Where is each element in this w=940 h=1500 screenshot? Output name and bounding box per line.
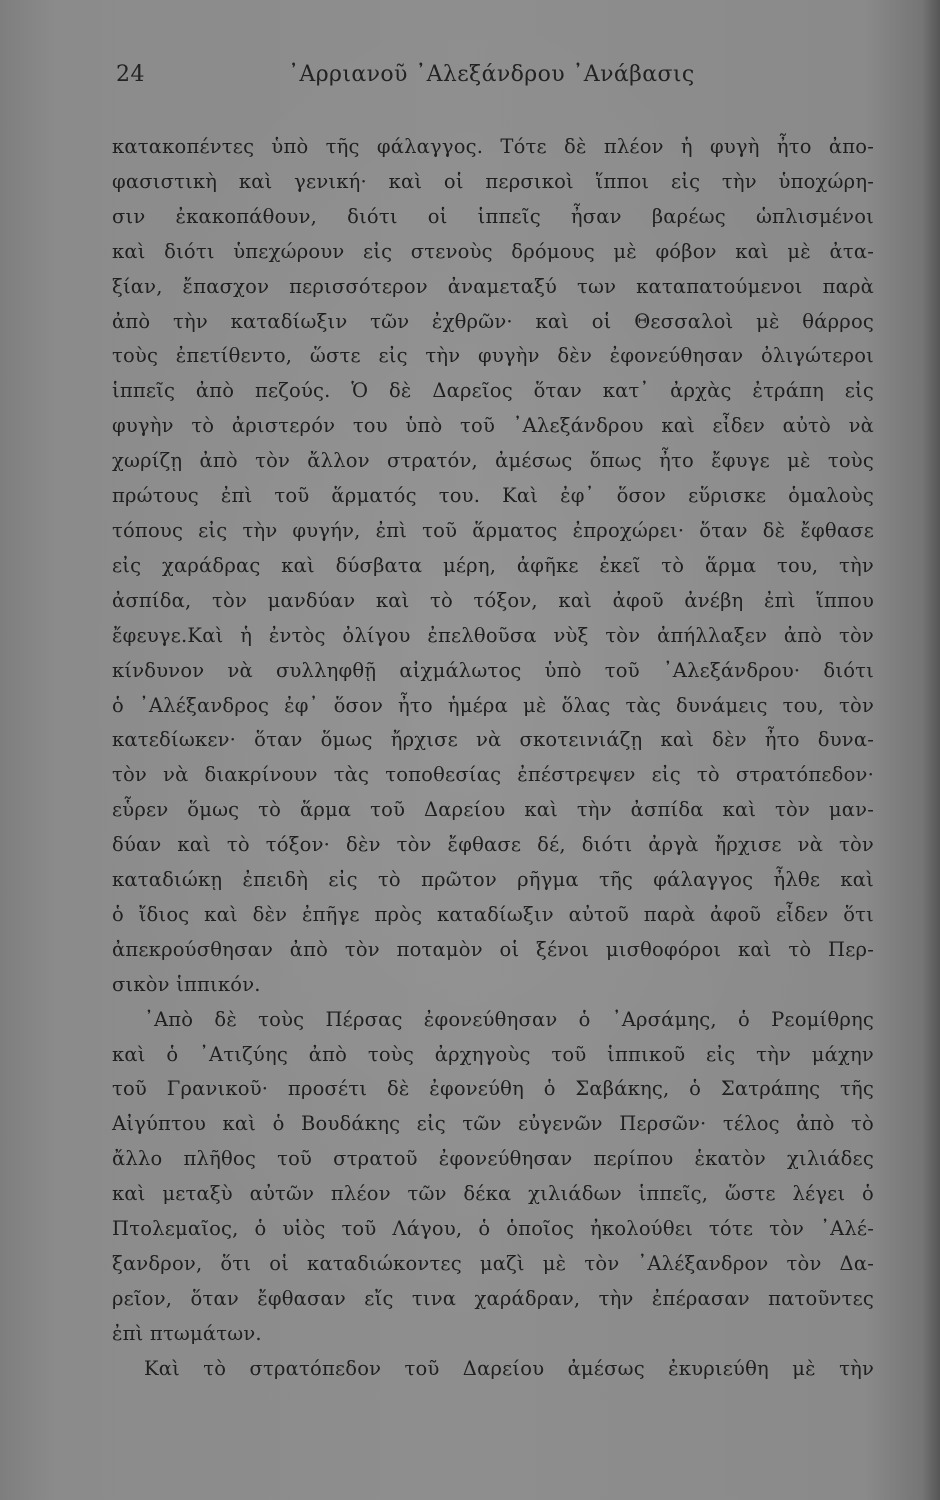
text-line: ἀπεκρούσθησαν ἀπὸ τὸν ποταμὸν οἱ ξένοι μισθοφόροι καὶ τὸ Περ- (112, 937, 874, 961)
text-line: σικὸν ἱππικόν. (112, 972, 261, 996)
text-line: χωρίζῃ ἀπὸ τὸν ἄλλον στρατόν, ἀμέσως ὅπως ἦτο ἔφυγε μὲ τοὺς (112, 449, 874, 473)
text-line: ἔφευγε.Καὶ ἡ ἐντὸς ὀλίγου ἐπελθοῦσα νὺξ τὸν ἀπήλλαξεν ἀπὸ τὸν (112, 623, 874, 647)
text-line: Καὶ τὸ στρατόπεδον τοῦ Δαρείου ἀμέσως ἐκυριεύθη μὲ τὴν (144, 1356, 874, 1380)
text-line: δύαν καὶ τὸ τόξον· δὲν τὸν ἔφθασε δέ, διότι ἀργὰ ἤρχισε νὰ τὸν (112, 833, 874, 857)
text-line: ξανδρον, ὅτι οἱ καταδιώκοντες μαζὶ μὲ τὸν ᾿Αλέξανδρον τὸν Δα- (112, 1252, 874, 1275)
text-line: τὸν νὰ διακρίνουν τὰς τοποθεσίας ἐπέστρεψεν εἰς τὸ στρατόπεδον· (112, 763, 874, 787)
text-line: ᾿Απὸ δὲ τοὺς Πέρσας ἐφονεύθησαν ὁ ᾿Αρσάμης, ὁ Ρεομίθρης (144, 1007, 874, 1031)
text-line: κατεδίωκεν· ὅταν ὅμως ἤρχισε νὰ σκοτεινιάζῃ καὶ δὲν ἦτο δυνα- (112, 728, 874, 752)
page-edge-shadow (922, 0, 940, 1500)
text-line: κατακοπέντες ὑπὸ τῆς φάλαγγος. Τότε δὲ πλέον ἡ φυγὴ ἦτο ἀπο- (112, 135, 874, 158)
page-number: 24 (116, 62, 145, 87)
running-title: ᾿Αρριανοῦ ᾿Αλεξάνδρου ᾿Ανάβασις (288, 62, 695, 87)
text-line: ἄλλο πλῆθος τοῦ στρατοῦ ἐφονεύθησαν περίπου ἑκατὸν χιλιάδες (112, 1147, 874, 1171)
text-line: ἀπὸ τὴν καταδίωξιν τῶν ἐχθρῶν· καὶ οἱ Θεσσαλοὶ μὲ θάρρος (112, 309, 874, 333)
text-line: καταδιώκῃ ἐπειδὴ εἰς τὸ πρῶτον ρῆγμα τῆς φάλαγγος ἦλθε καὶ (112, 868, 874, 892)
text-line: ἱππεῖς ἀπὸ πεζούς. Ὁ δὲ Δαρεῖος ὅταν κατ᾿ ἀρχὰς ἐτράπη εἰς (112, 379, 874, 403)
paragraph (112, 1003, 874, 1352)
page-header (116, 62, 872, 98)
paragraph (112, 1352, 874, 1387)
text-line: Πτολεμαῖος, ὁ υἱὸς τοῦ Λάγου, ὁ ὁποῖος ἠκολούθει τότε τὸν ᾿Αλέ- (112, 1217, 874, 1241)
text-line: εἰς χαράδρας καὶ δύσβατα μέρη, ἀφῆκε ἐκεῖ τὸ ἅρμα του, τὴν (112, 553, 874, 577)
text-line: φασιστικὴ καὶ γενική· καὶ οἱ περσικοὶ ἵπποι εἰς τὴν ὑποχώρη- (112, 169, 874, 193)
text-line: τοὺς ἐπετίθεντο, ὥστε εἰς τὴν φυγὴν δὲν ἐφονεύθησαν ὀλιγώτεροι (112, 344, 874, 368)
text-line: τοῦ Γρανικοῦ· προσέτι δὲ ἐφονεύθη ὁ Σαβάκης, ὁ Σατράπης τῆς (112, 1077, 874, 1101)
text-line: φυγὴν τὸ ἀριστερόν του ὑπὸ τοῦ ᾿Αλεξάνδρου καὶ εἶδεν αὐτὸ νὰ (112, 414, 874, 438)
body-text (112, 130, 874, 1387)
text-line: κίνδυνον νὰ συλληφθῇ αἰχμάλωτος ὑπὸ τοῦ ᾿Αλεξάνδρου· διότι (112, 658, 874, 682)
text-line: καὶ μεταξὺ αὐτῶν πλέον τῶν δέκα χιλιάδων ἱππεῖς, ὥστε λέγει ὁ (112, 1182, 874, 1206)
text-line: ξίαν, ἔπασχον περισσότερον ἀναμεταξύ των καταπατούμενοι παρὰ (112, 274, 874, 298)
text-line: Αἰγύπτου καὶ ὁ Βουδάκης εἰς τῶν εὐγενῶν Περσῶν· τέλος ἀπὸ τὸ (112, 1112, 874, 1136)
text-line: τόπους εἰς τὴν φυγήν, ἐπὶ τοῦ ἅρματος ἐπροχώρει· ὅταν δὲ ἔφθασε (112, 518, 874, 542)
text-line: ἀσπίδα, τὸν μανδύαν καὶ τὸ τόξον, καὶ ἀφοῦ ἀνέβη ἐπὶ ἵππου (112, 588, 874, 612)
text-line: ἐπὶ πτωμάτων. (112, 1321, 262, 1345)
text-line: σιν ἐκακοπάθουν, διότι οἱ ἱππεῖς ἦσαν βαρέως ὡπλισμένοι (112, 204, 874, 228)
text-line: ὁ ᾿Αλέξανδρος ἐφ᾿ ὅσον ἦτο ἡμέρα μὲ ὅλας τὰς δυνάμεις του, τὸν (112, 693, 874, 717)
text-line: καὶ ὁ ᾿Ατιζύης ἀπὸ τοὺς ἀρχηγοὺς τοῦ ἱππικοῦ εἰς τὴν μάχην (112, 1042, 874, 1066)
paragraph (112, 130, 874, 1003)
text-line: ὁ ἴδιος καὶ δὲν ἐπῆγε πρὸς καταδίωξιν αὐτοῦ παρὰ ἀφοῦ εἶδεν ὅτι (112, 902, 874, 926)
text-line: καὶ διότι ὑπεχώρουν εἰς στενοὺς δρόμους μὲ φόβον καὶ μὲ ἀτα- (112, 239, 874, 263)
text-line: εὗρεν ὅμως τὸ ἅρμα τοῦ Δαρείου καὶ τὴν ἀσπίδα καὶ τὸν μαν- (112, 798, 874, 822)
text-line: πρώτους ἐπὶ τοῦ ἅρματός του. Καὶ ἐφ᾿ ὅσον εὕρισκε ὁμαλοὺς (112, 484, 874, 508)
text-line: ρεῖον, ὅταν ἔφθασαν εἴς τινα χαράδραν, τὴν ἐπέρασαν πατοῦντες (112, 1286, 874, 1310)
